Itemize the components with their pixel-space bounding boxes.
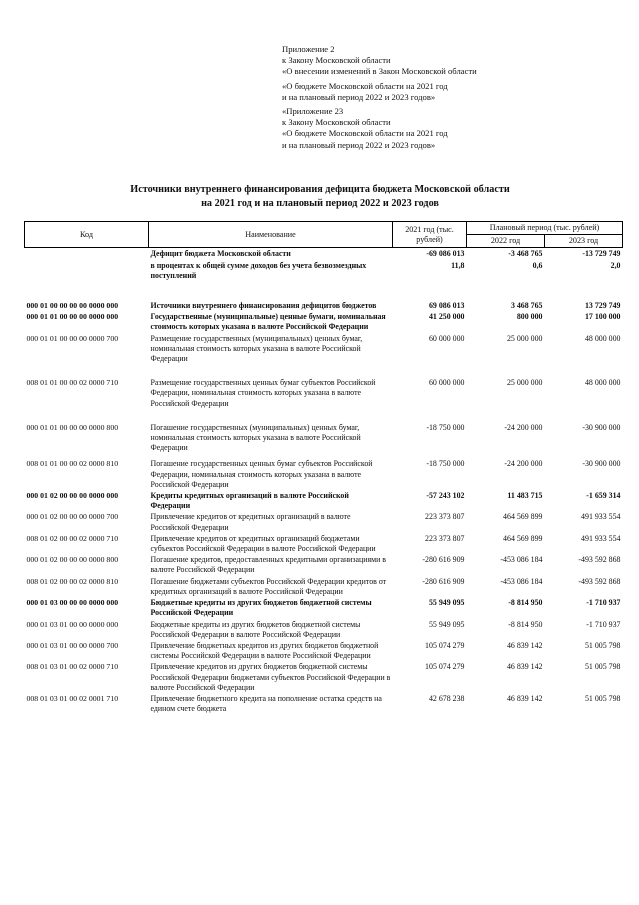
row-name: Размещение государственных (муниципальных) ценных бумаг, номинальная стоимость которых указана в валюте Российской Федерации bbox=[150, 333, 363, 364]
row-value-2022: 0,6 bbox=[532, 260, 543, 270]
row-code bbox=[25, 260, 149, 281]
row-code: 000 01 03 01 00 00 0000 700 bbox=[26, 640, 119, 650]
row-code: 008 01 03 01 00 02 0001 710 bbox=[26, 693, 119, 703]
row-value-2023: 51 005 798 bbox=[584, 640, 621, 650]
row-name: Привлечение бюджетного кредита на пополнение остатка средств на едином счете бюджета bbox=[150, 693, 382, 714]
appendix-line: и на плановый период 2022 и 2023 годов» bbox=[282, 139, 436, 150]
row-value-2023: 13 729 749 bbox=[584, 301, 621, 311]
row-value-2023: 51 005 798 bbox=[584, 693, 621, 703]
table-row bbox=[25, 248, 623, 260]
row-value-2021: 223 373 807 bbox=[425, 512, 465, 522]
table-row bbox=[25, 377, 623, 409]
table-row bbox=[25, 693, 623, 714]
row-value-2021: -18 750 000 bbox=[426, 422, 465, 432]
row-code: 008 01 03 01 00 02 0000 710 bbox=[26, 662, 119, 672]
title-line-2: на 2021 год и на плановый период 2022 и 2023 годов bbox=[201, 197, 439, 209]
row-value-2023: -13 729 749 bbox=[582, 249, 621, 259]
table-row bbox=[25, 333, 623, 365]
col-header-code: Код bbox=[25, 222, 149, 248]
row-value-2023: 2,0 bbox=[610, 260, 621, 270]
row-value-2023: -493 592 868 bbox=[578, 576, 621, 586]
row-name: Дефицит бюджета Московской области bbox=[150, 249, 291, 259]
table-row bbox=[25, 260, 623, 281]
table-row bbox=[25, 597, 623, 618]
row-value-2022: -453 086 184 bbox=[500, 555, 543, 565]
appendix-line: и на плановый период 2022 и 2023 годов» bbox=[282, 91, 436, 102]
row-spacer-cell bbox=[25, 409, 623, 422]
row-value-2023: -1 710 937 bbox=[586, 619, 621, 629]
row-code: 000 01 03 01 00 00 0000 000 bbox=[26, 619, 119, 629]
row-value-2022: -8 814 950 bbox=[508, 619, 543, 629]
row-spacer bbox=[25, 281, 623, 300]
row-value-2021: 105 074 279 bbox=[425, 662, 465, 672]
row-value-2021: 69 086 013 bbox=[428, 301, 465, 311]
row-value-2021: -280 616 909 bbox=[422, 576, 465, 586]
row-name: Привлечение кредитов от кредитных организаций в валюте Российской Федерации bbox=[150, 512, 351, 532]
col-header-2023: 2023 год bbox=[545, 235, 623, 248]
row-value-2021: 11,8 bbox=[451, 260, 465, 270]
row-value-2022: 25 000 000 bbox=[506, 333, 543, 343]
row-name: Привлечение кредитов от кредитных организаций бюджетами субъектов Российской Федерации в валюте Российской Федерации bbox=[150, 533, 376, 554]
row-value-2022: -3 468 765 bbox=[508, 249, 543, 259]
row-code: 000 01 00 00 00 00 0000 000 bbox=[26, 301, 119, 311]
row-value-2023: -30 900 000 bbox=[582, 459, 621, 469]
row-value-2021: 55 949 095 bbox=[428, 598, 465, 608]
row-value-2023: -1 710 937 bbox=[586, 598, 621, 608]
appendix-header bbox=[282, 44, 622, 151]
table-row bbox=[25, 458, 623, 490]
row-name: Погашение государственных ценных бумаг субъектов Российской Федерации, номинальная стоимость которых указана в валюте Российской Федерации bbox=[150, 459, 373, 489]
col-header-2022: 2022 год bbox=[467, 235, 545, 248]
row-name: Погашение государственных (муниципальных) ценных бумаг, номинальная стоимость которых указана в валюте Российской Федерации bbox=[150, 422, 361, 453]
row-name: Привлечение бюджетных кредитов из других бюджетов бюджетной системы Российской Федерации в валюте Российской Федерации bbox=[150, 640, 379, 661]
table-row bbox=[25, 533, 623, 554]
table-row bbox=[25, 661, 623, 693]
row-name: Размещение государственных ценных бумаг субъектов Российской Федерации, номинальная стоимость которых указана в валюте Российской Федерации bbox=[150, 378, 376, 408]
table-row bbox=[25, 300, 623, 311]
appendix-line: «О бюджете Московской области на 2021 год bbox=[282, 80, 448, 91]
row-name: Погашение бюджетами субъектов Российской Федерации кредитов от кредитных организаций в валюте Российской Федерации bbox=[150, 576, 387, 596]
appendix-line: Приложение 2 bbox=[282, 44, 335, 54]
table-row bbox=[25, 311, 623, 332]
row-code bbox=[25, 248, 149, 260]
row-value-2022: -24 200 000 bbox=[504, 459, 543, 469]
row-value-2021: 60 000 000 bbox=[428, 378, 465, 388]
row-value-2021: 105 074 279 bbox=[425, 640, 465, 650]
row-value-2022: 25 000 000 bbox=[506, 378, 543, 388]
row-name: Погашение кредитов, предоставленных кредитными организациями в валюте Российской Федерации bbox=[150, 555, 387, 575]
appendix-line: «О бюджете Московской области на 2021 год bbox=[282, 128, 448, 139]
row-value-2022: 464 569 899 bbox=[503, 512, 543, 522]
row-code: 000 01 01 00 00 00 0000 800 bbox=[26, 422, 119, 432]
row-code: 008 01 01 00 00 02 0000 810 bbox=[26, 459, 119, 469]
row-name: Привлечение кредитов из других бюджетов бюджетной системы Российской Федерации бюджетами субъектов Российской Федерации в валюте Российской Федерации bbox=[150, 662, 391, 692]
row-value-2022: -24 200 000 bbox=[504, 422, 543, 432]
row-value-2023: 491 933 554 bbox=[581, 533, 621, 543]
row-code: 008 01 02 00 00 02 0000 710 bbox=[26, 533, 119, 543]
row-value-2022: 464 569 899 bbox=[503, 533, 543, 543]
row-spacer bbox=[25, 364, 623, 377]
row-value-2021: -18 750 000 bbox=[426, 459, 465, 469]
col-header-plan: Плановый период (тыс. рублей) bbox=[467, 222, 623, 235]
row-name: в процентах к общей сумме доходов без учета безвозмездных поступлений bbox=[150, 260, 367, 280]
row-value-2021: -280 616 909 bbox=[422, 555, 465, 565]
row-value-2021: 41 250 000 bbox=[428, 312, 465, 322]
row-name: Государственные (муниципальные) ценные бумаги, номинальная стоимость которых указана в валюте Российской Федерации bbox=[150, 312, 386, 332]
appendix-line: «О внесении изменений в Закон Московской области bbox=[282, 66, 477, 77]
row-spacer bbox=[25, 409, 623, 422]
row-value-2022: -453 086 184 bbox=[500, 576, 543, 586]
appendix-line: к Закону Московской области bbox=[282, 55, 391, 66]
col-header-name: Наименование bbox=[149, 222, 393, 248]
row-value-2023: 48 000 000 bbox=[584, 378, 621, 388]
row-value-2023: 51 005 798 bbox=[584, 662, 621, 672]
table-row bbox=[25, 511, 623, 532]
row-value-2023: 48 000 000 bbox=[584, 333, 621, 343]
appendix-line: «Приложение 23 bbox=[282, 106, 344, 117]
row-value-2022: 46 839 142 bbox=[506, 640, 543, 650]
row-name: Бюджетные кредиты из других бюджетов бюджетной системы Российской Федерации в валюте Российской Федерации bbox=[150, 619, 361, 639]
row-value-2021: 60 000 000 bbox=[428, 333, 465, 343]
row-code: 000 01 02 00 00 00 0000 000 bbox=[26, 491, 119, 501]
document-title bbox=[20, 183, 620, 210]
row-code: 000 01 02 00 00 00 0000 800 bbox=[26, 555, 119, 565]
table-row bbox=[25, 422, 623, 454]
row-value-2023: 17 100 000 bbox=[584, 312, 621, 322]
row-code: 000 01 03 00 00 00 0000 000 bbox=[26, 598, 119, 608]
row-code: 000 01 01 00 00 00 0000 700 bbox=[26, 333, 119, 343]
row-value-2023: -493 592 868 bbox=[578, 555, 621, 565]
table-row bbox=[25, 576, 623, 597]
row-value-2021: -57 243 102 bbox=[426, 491, 465, 501]
title-line-1: Источники внутреннего финансирования дефицита бюджета Московской области bbox=[130, 184, 510, 195]
row-value-2021: -69 086 013 bbox=[426, 249, 465, 259]
row-value-2021: 55 949 095 bbox=[428, 619, 465, 629]
table-body bbox=[25, 248, 623, 714]
sources-table bbox=[24, 221, 623, 714]
row-code: 008 01 01 00 00 02 0000 710 bbox=[26, 378, 119, 388]
row-value-2022: 800 000 bbox=[516, 312, 543, 322]
row-value-2022: -8 814 950 bbox=[508, 598, 543, 608]
row-code: 000 01 01 00 00 00 0000 000 bbox=[26, 312, 119, 322]
row-value-2023: 491 933 554 bbox=[581, 512, 621, 522]
row-code: 008 01 02 00 00 02 0000 810 bbox=[26, 576, 119, 586]
row-value-2022: 3 468 765 bbox=[510, 301, 543, 311]
row-value-2023: -1 659 314 bbox=[586, 491, 621, 501]
row-value-2023: -30 900 000 bbox=[582, 422, 621, 432]
row-name: Бюджетные кредиты из других бюджетов бюджетной системы Российской Федерации bbox=[150, 598, 372, 618]
row-value-2021: 42 678 238 bbox=[428, 693, 465, 703]
row-value-2022: 46 839 142 bbox=[506, 693, 543, 703]
table-row bbox=[25, 554, 623, 575]
row-value-2022: 46 839 142 bbox=[506, 662, 543, 672]
appendix-line: к Закону Московской области bbox=[282, 117, 391, 128]
row-value-2022: 11 483 715 bbox=[507, 491, 543, 501]
table-row bbox=[25, 640, 623, 661]
row-value-2021: 223 373 807 bbox=[425, 533, 465, 543]
table-row bbox=[25, 619, 623, 640]
row-code: 000 01 02 00 00 00 0000 700 bbox=[26, 512, 119, 522]
row-spacer-cell bbox=[25, 364, 623, 377]
col-header-2021: 2021 год (тыс. рублей) bbox=[393, 222, 467, 248]
row-name: Кредиты кредитных организаций в валюте Российской Федерации bbox=[150, 491, 349, 511]
row-name: Источники внутреннего финансирования дефицитов бюджетов bbox=[150, 301, 377, 311]
row-spacer-cell bbox=[25, 281, 623, 300]
table-row bbox=[25, 490, 623, 511]
